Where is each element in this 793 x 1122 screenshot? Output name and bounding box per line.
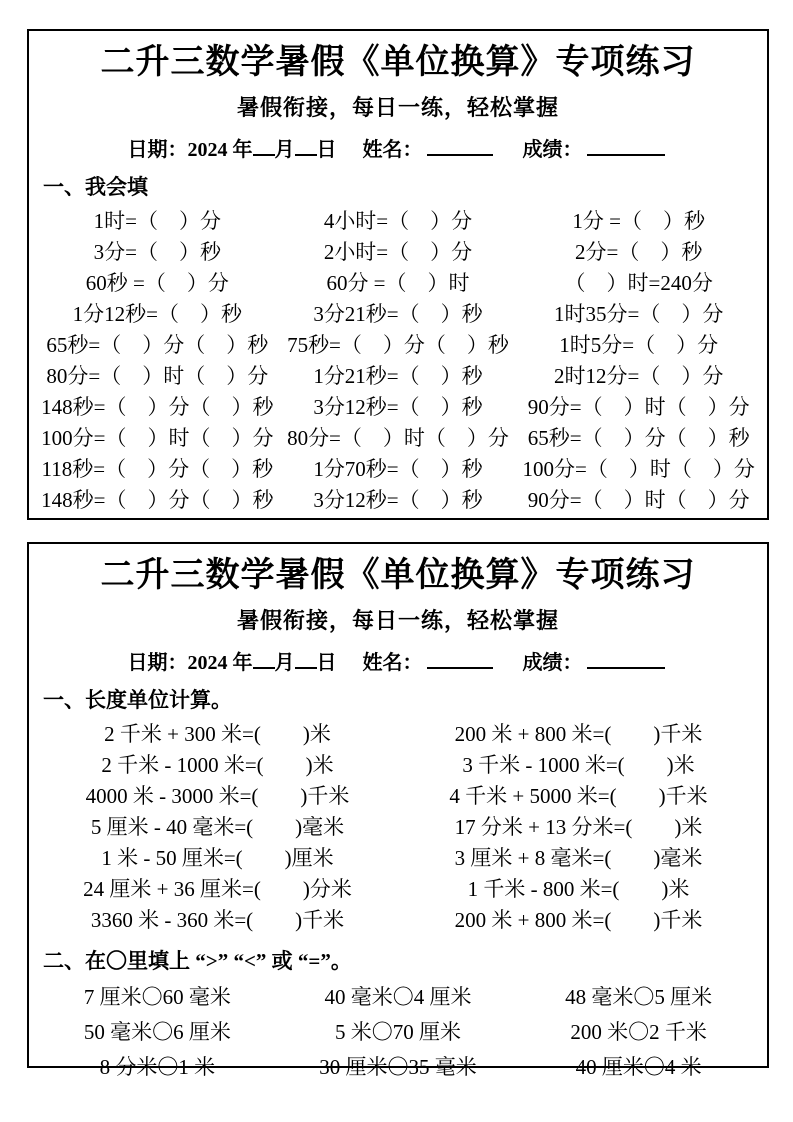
problem-item: 1时35分=（ ）分 xyxy=(553,302,724,327)
problem-item: 5 米〇70 厘米 xyxy=(334,1020,461,1045)
problem-item: 7 厘米〇60 毫米 xyxy=(83,985,231,1010)
problem-item: 3分21秒=（ ）秒 xyxy=(313,302,483,327)
score-blank xyxy=(587,138,665,156)
name-label: 姓名： xyxy=(362,139,423,162)
problem-item: 80分=（ ）时（ ）分 xyxy=(46,364,269,389)
section-heading: 二、在〇里填上 “>” “<” 或 “=”。 xyxy=(43,949,352,974)
section-heading: 一、我会填 xyxy=(43,175,148,200)
problem-item: 1时5分=（ ）分 xyxy=(559,333,719,358)
problem-item: 60秒 =（ ）分 xyxy=(85,271,229,296)
problem-item: 2 千米 + 300 米=( )米 xyxy=(104,722,331,747)
problem-item: 1分21秒=（ ）秒 xyxy=(313,364,483,389)
problem-item: 3360 米 - 360 米=( )千米 xyxy=(90,908,345,933)
month-blank xyxy=(253,138,275,156)
score-blank xyxy=(587,651,665,669)
day-label: 日 xyxy=(316,139,337,162)
problem-item: 1分70秒=（ ）秒 xyxy=(313,457,483,482)
problem-item: 3 千米 - 1000 米=( )米 xyxy=(462,753,695,778)
worksheet-panel-top xyxy=(27,29,769,520)
problem-item: 4000 米 - 3000 米=( )千米 xyxy=(85,784,350,809)
problem-item: 65秒=（ ）分（ ）秒 xyxy=(46,333,269,358)
problem-item: 1时=（ ）分 xyxy=(93,209,221,234)
problem-item: （ ）时=240分 xyxy=(564,271,713,296)
problem-item: 2分=（ ）秒 xyxy=(574,240,703,265)
name-blank xyxy=(427,138,493,156)
score-label: 成绩： xyxy=(522,139,583,162)
problem-item: 100分=（ ）时（ ）分 xyxy=(522,457,755,482)
problem-item: 3分12秒=（ ）秒 xyxy=(313,488,483,513)
day-blank xyxy=(295,138,317,156)
problem-item: 2小时=（ ）分 xyxy=(323,240,473,265)
problem-item: 40 厘米〇4 米 xyxy=(575,1055,702,1080)
score-label: 成绩： xyxy=(522,652,583,675)
problem-grid-compare xyxy=(29,980,767,1085)
worksheet-title: 二升三数学暑假《单位换算》专项练习 xyxy=(100,557,696,594)
problem-item: 48 毫米〇5 厘米 xyxy=(565,985,713,1010)
problem-item: 1分 =（ ）秒 xyxy=(572,209,705,234)
problem-item: 40 毫米〇4 厘米 xyxy=(324,985,472,1010)
problem-item: 75秒=（ ）分（ ）秒 xyxy=(287,333,509,358)
meta-line xyxy=(39,133,757,162)
month-label: 月 xyxy=(274,652,295,675)
name-label: 姓名： xyxy=(362,652,423,675)
problem-item: 200 米〇2 千米 xyxy=(570,1020,707,1045)
problem-item: 90分=（ ）时（ ）分 xyxy=(527,488,750,513)
problem-item: 60分 =（ ）时 xyxy=(326,271,470,296)
problem-item: 100分=（ ）时（ ）分 xyxy=(41,426,274,451)
problem-item: 8 分米〇1 米 xyxy=(99,1055,216,1080)
problem-item: 2 千米 - 1000 米=( )米 xyxy=(101,753,334,778)
worksheet-subtitle: 暑假衔接，每日一练，轻松掌握 xyxy=(236,608,559,634)
problem-grid-length xyxy=(29,719,767,936)
meta-line xyxy=(39,646,757,675)
problem-item: 148秒=（ ）分（ ）秒 xyxy=(41,488,274,513)
month-label: 月 xyxy=(274,139,295,162)
problem-item: 3分12秒=（ ）秒 xyxy=(313,395,483,420)
problem-grid-fill xyxy=(29,206,767,516)
problem-item: 90分=（ ）时（ ）分 xyxy=(527,395,750,420)
problem-item: 1分12秒=（ ）秒 xyxy=(72,302,242,327)
day-label: 日 xyxy=(316,652,337,675)
month-blank xyxy=(253,651,275,669)
problem-item: 65秒=（ ）分（ ）秒 xyxy=(527,426,750,451)
date-label: 日期：2024 年 xyxy=(127,652,253,675)
problem-item: 4小时=（ ）分 xyxy=(323,209,473,234)
problem-item: 1 千米 - 800 米=( )米 xyxy=(467,877,690,902)
problem-item: 5 厘米 - 40 毫米=( )毫米 xyxy=(90,815,345,840)
name-blank xyxy=(427,651,493,669)
problem-item: 200 米 + 800 米=( )千米 xyxy=(454,908,703,933)
day-blank xyxy=(295,651,317,669)
problem-item: 3分=（ ）秒 xyxy=(93,240,221,265)
problem-item: 118秒=（ ）分（ ）秒 xyxy=(41,457,274,482)
problem-item: 17 分米 + 13 分米=( )米 xyxy=(454,815,703,840)
worksheet-title: 二升三数学暑假《单位换算》专项练习 xyxy=(100,44,696,81)
problem-item: 50 毫米〇6 厘米 xyxy=(83,1020,231,1045)
problem-item: 24 厘米 + 36 厘米=( )分米 xyxy=(83,877,352,902)
worksheet-subtitle: 暑假衔接，每日一练，轻松掌握 xyxy=(236,95,559,121)
section-heading: 一、长度单位计算。 xyxy=(43,688,232,713)
worksheet-panel-bottom xyxy=(27,542,769,1080)
problem-item: 80分=（ ）时（ ）分 xyxy=(287,426,509,451)
problem-item: 2时12分=（ ）分 xyxy=(553,364,724,389)
problem-item: 4 千米 + 5000 米=( )千米 xyxy=(449,784,708,809)
problem-item: 200 米 + 800 米=( )千米 xyxy=(454,722,703,747)
problem-item: 30 厘米〇35 毫米 xyxy=(319,1055,477,1080)
date-label: 日期：2024 年 xyxy=(127,139,253,162)
problem-item: 3 厘米 + 8 毫米=( )毫米 xyxy=(454,846,703,871)
problem-item: 148秒=（ ）分（ ）秒 xyxy=(41,395,274,420)
problem-item: 1 米 - 50 厘米=( )厘米 xyxy=(101,846,334,871)
